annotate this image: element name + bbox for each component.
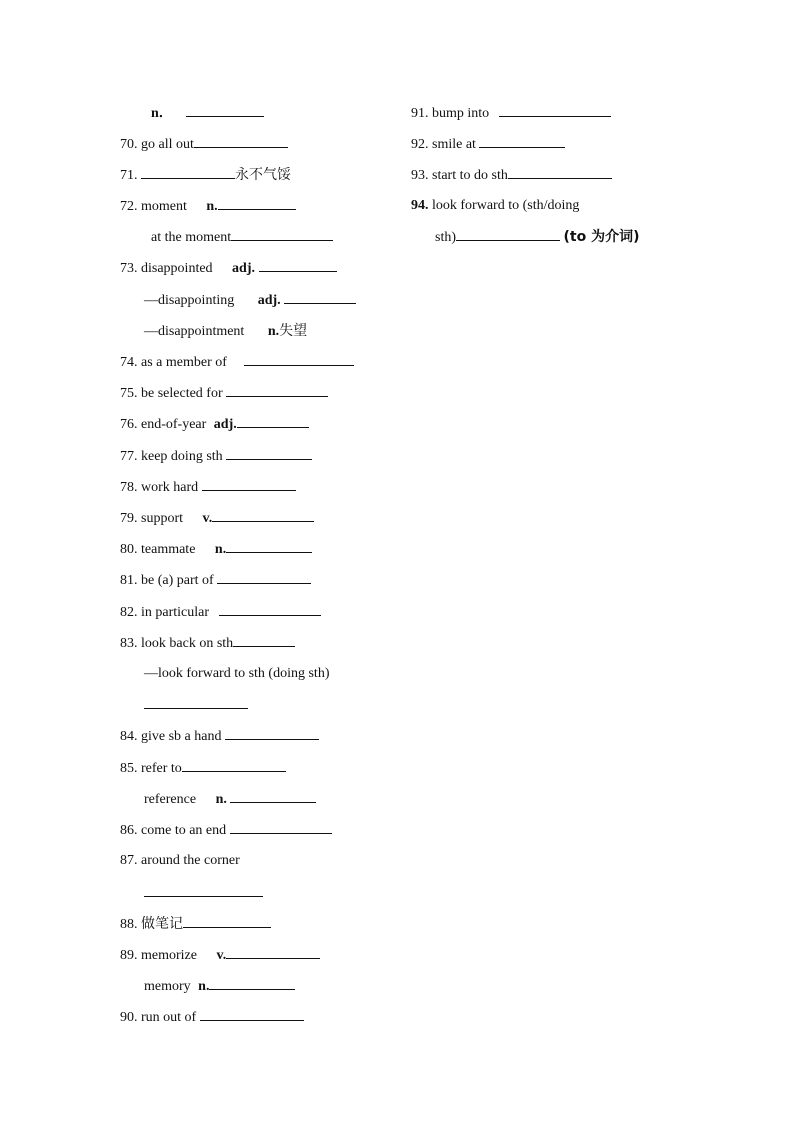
item-text: look forward to (sth/doing (432, 198, 580, 213)
part-of-speech: n. (215, 792, 227, 807)
item-text: —disappointing (144, 293, 235, 308)
item-text: smile at (432, 137, 476, 152)
left-row-75 (120, 382, 328, 404)
answer-blank[interactable] (200, 1006, 304, 1021)
item-text: end-of-year (141, 417, 207, 432)
answer-blank[interactable] (230, 819, 332, 834)
item-text: reference (144, 792, 197, 807)
answer-blank[interactable] (225, 725, 319, 740)
item-number: 85. (120, 761, 138, 776)
item-text: be (a) part of (141, 573, 214, 588)
item-text: around the corner (141, 853, 240, 868)
chinese-meaning: 做笔记 (141, 916, 183, 932)
item-text: work hard (141, 480, 199, 495)
item-text: support (141, 511, 183, 526)
left-row-82 (120, 601, 321, 623)
left-row-84 (120, 725, 319, 747)
answer-blank[interactable] (244, 351, 354, 366)
answer-blank[interactable] (456, 226, 560, 241)
part-of-speech: v. (216, 948, 227, 963)
right-row-93 (411, 164, 612, 186)
answer-blank[interactable] (284, 289, 356, 304)
part-of-speech: adj. (257, 293, 281, 308)
left-row-72-sub (151, 226, 333, 248)
answer-blank[interactable] (508, 164, 612, 179)
item-number: 79. (120, 511, 138, 526)
answer-blank[interactable] (237, 413, 309, 428)
item-text: teammate (141, 542, 196, 557)
item-number: 91. (411, 106, 429, 121)
item-number: 80. (120, 542, 138, 557)
answer-blank[interactable] (144, 882, 263, 897)
part-of-speech: n. (198, 979, 210, 994)
left-row-74 (120, 351, 354, 373)
answer-blank[interactable] (212, 507, 314, 522)
left-row-77 (120, 445, 312, 467)
left-row-89 (120, 944, 320, 966)
item-text: look back on sth (141, 636, 234, 651)
answer-blank[interactable] (186, 102, 264, 117)
left-row-83-blank (144, 694, 248, 716)
item-text: run out of (141, 1010, 197, 1025)
item-text: memorize (141, 948, 197, 963)
item-text: disappointed (141, 261, 213, 276)
item-text: in particular (141, 605, 210, 620)
item-text: memory (144, 979, 191, 994)
item-number: 72. (120, 199, 138, 214)
item-text: moment (141, 199, 187, 214)
item-number: 74. (120, 355, 138, 370)
answer-blank[interactable] (231, 226, 333, 241)
right-row-91 (411, 102, 611, 124)
item-text: start to do sth (432, 168, 508, 183)
item-number: 71. (120, 168, 138, 183)
item-number: 87. (120, 853, 138, 868)
answer-blank[interactable] (183, 913, 271, 928)
item-text: keep doing sth (141, 449, 223, 464)
answer-blank[interactable] (209, 975, 295, 990)
answer-blank[interactable] (218, 195, 296, 210)
item-text: bump into (432, 106, 490, 121)
left-row-89-sub (144, 975, 295, 997)
part-of-speech: n． (151, 106, 173, 121)
left-row-90 (120, 1006, 304, 1028)
answer-blank[interactable] (194, 133, 288, 148)
answer-blank[interactable] (226, 382, 328, 397)
item-number: 94. (411, 198, 429, 213)
answer-blank[interactable] (499, 102, 611, 117)
item-number: 73. (120, 261, 138, 276)
item-number: 82. (120, 605, 138, 620)
left-row-73-sub2 (144, 320, 307, 342)
item-number: 90. (120, 1010, 138, 1025)
item-text: sth) (435, 230, 456, 245)
item-text: as a member of (141, 355, 227, 370)
answer-blank[interactable] (141, 164, 235, 179)
left-row-79 (120, 507, 314, 529)
item-text: refer to (141, 761, 182, 776)
item-text: give sb a hand (141, 729, 222, 744)
item-number: 78. (120, 480, 138, 495)
right-row-94-sub (435, 226, 639, 248)
item-number: 83. (120, 636, 138, 651)
item-text: come to an end (141, 823, 227, 838)
left-row-88 (120, 913, 271, 935)
answer-blank[interactable] (479, 133, 565, 148)
left-row-78 (120, 476, 296, 498)
left-row-86 (120, 819, 332, 841)
left-row-87 (120, 850, 240, 872)
answer-blank[interactable] (182, 757, 286, 772)
item-number: 76. (120, 417, 138, 432)
part-of-speech: adj. (232, 261, 255, 276)
part-of-speech: n. (267, 324, 280, 339)
answer-blank[interactable] (259, 257, 337, 272)
left-row-73 (120, 257, 337, 279)
item-text: —disappointment (144, 324, 245, 339)
item-number: 86. (120, 823, 138, 838)
part-of-speech: v. (202, 511, 213, 526)
item-text: go all out (141, 137, 194, 152)
answer-blank[interactable] (202, 476, 296, 491)
item-number: 89. (120, 948, 138, 963)
left-row-85 (120, 757, 286, 779)
chinese-meaning: 永不气馁 (235, 167, 291, 183)
item-number: 75. (120, 386, 138, 401)
left-row-83-sub (144, 663, 329, 685)
item-number: 93. (411, 168, 429, 183)
answer-blank[interactable] (144, 694, 248, 709)
answer-blank[interactable] (226, 538, 312, 553)
left-row-n-blank (151, 102, 264, 124)
left-row-81 (120, 569, 311, 591)
chinese-meaning: 失望 (279, 323, 308, 339)
left-row-71 (120, 164, 291, 186)
left-row-72 (120, 195, 296, 217)
answer-blank[interactable] (219, 601, 321, 616)
item-number: 77. (120, 449, 138, 464)
answer-blank[interactable] (217, 569, 311, 584)
item-number: 88. (120, 917, 138, 932)
part-of-speech: adj. (213, 417, 237, 432)
item-text: at the moment (151, 230, 232, 245)
item-number: 70. (120, 137, 138, 152)
part-of-speech: n. (214, 542, 227, 557)
item-text: —look forward to sth (doing sth) (144, 666, 330, 681)
left-row-76 (120, 413, 309, 435)
left-row-70 (120, 133, 288, 155)
left-row-87-blank (144, 882, 263, 904)
right-row-94 (411, 195, 579, 217)
answer-blank[interactable] (233, 632, 295, 647)
answer-blank[interactable] (226, 445, 312, 460)
answer-blank[interactable] (230, 788, 316, 803)
left-row-80 (120, 538, 312, 560)
item-number: 92. (411, 137, 429, 152)
grammar-note: (to 为介词) (563, 229, 640, 245)
right-row-92 (411, 133, 565, 155)
item-number: 81. (120, 573, 138, 588)
left-row-85-sub (144, 788, 316, 810)
answer-blank[interactable] (226, 944, 320, 959)
item-text: be selected for (141, 386, 223, 401)
item-number: 84. (120, 729, 138, 744)
part-of-speech: n. (206, 199, 218, 214)
left-row-83 (120, 632, 295, 654)
left-row-73-sub1 (144, 289, 356, 311)
